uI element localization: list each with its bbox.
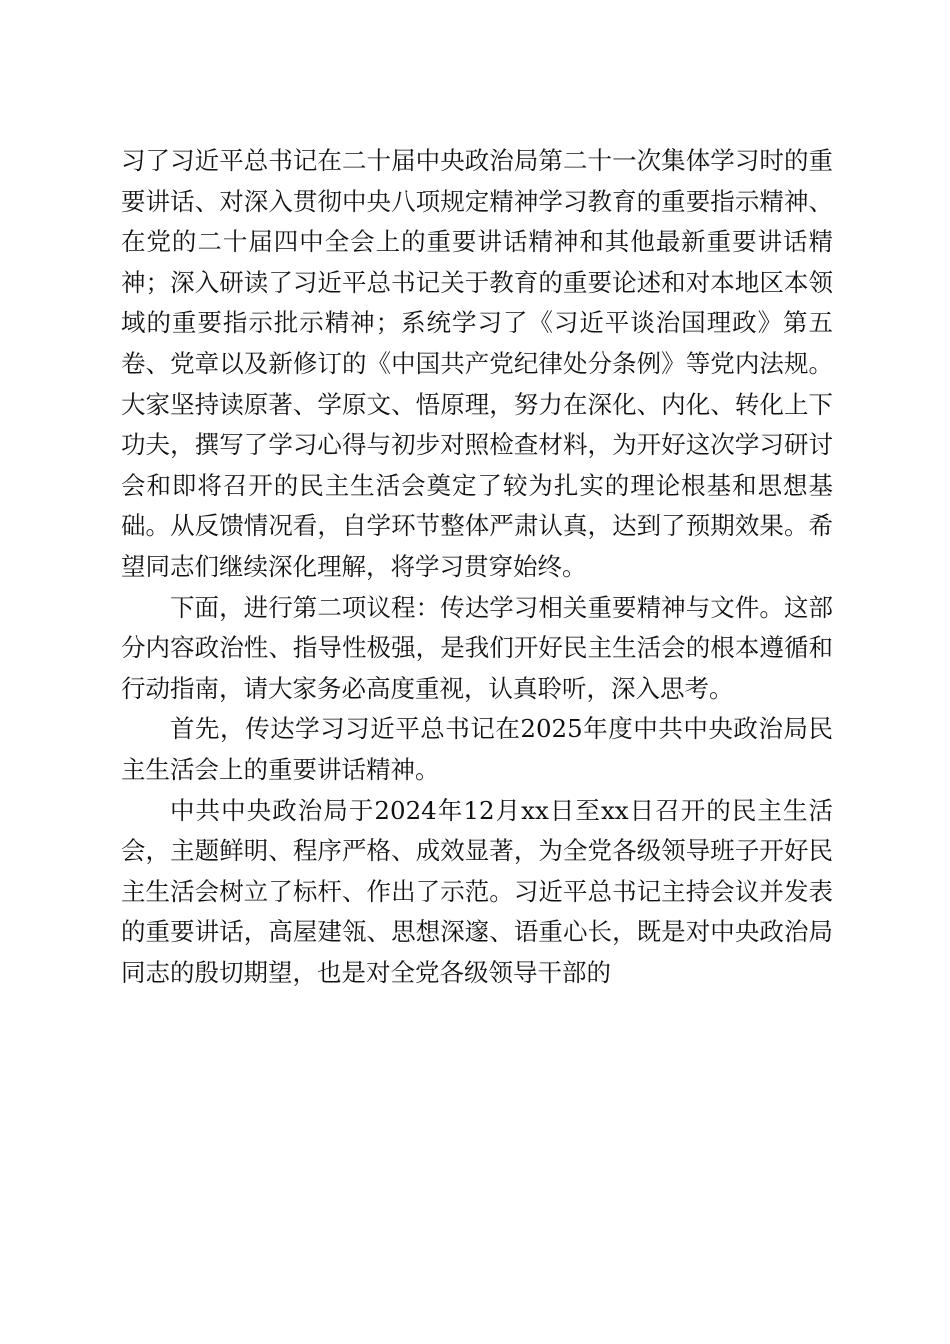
paragraph-agenda-item-two: 下面，进行第二项议程：传达学习相关重要精神与文件。这部分内容政治性、指导性极强，是我们开好民主生活会的根本遵循和行动指南，请大家务必高度重视，认真聆听，深入思考。 [121, 592, 833, 703]
document-body [121, 141, 833, 993]
paragraph-continuation: 习了习近平总书记在二十届中央政治局第二十一次集体学习时的重要讲话、对深入贯彻中央八项规定精神学习教育的重要指示精神、在党的二十届四中全会上的重要讲话精神和其他最新重要讲话精神；深入研读了习近平总书记关于教育的重要论述和对本地区本领域的重要指示批示精神；系统学习了《习近平谈治国理政》第五卷、党章以及新修订的《中国共产党纪律处分条例》等党内法规。大家坚持读原著、学原文、悟原理，努力在深化、内化、转化上下功夫，撰写了学习心得与初步对照检查材料，为开好这次学习研讨会和即将召开的民主生活会奠定了较为扎实的理论根基和思想基础。从反馈情况看，自学环节整体严肃认真，达到了预期效果。希望同志们继续深化理解，将学习贯穿始终。 [121, 146, 833, 581]
paragraph-first-transmission: 首先，传达学习习近平总书记在2025年度中共中央政治局民主生活会上的重要讲话精神。 [121, 714, 833, 784]
paragraph-politburo-meeting: 中共中央政治局于2024年12月xx日至xx日召开的民主生活会，主题鲜明、程序严格、成效显著，为全党各级领导班子开好民主生活会树立了标杆、作出了示范。习近平总书记主持会议并发表的重要讲话，高屋建瓴、思想深邃、语重心长，既是对中央政治局同志的殷切期望，也是对全党各级领导干部的 [121, 795, 833, 987]
